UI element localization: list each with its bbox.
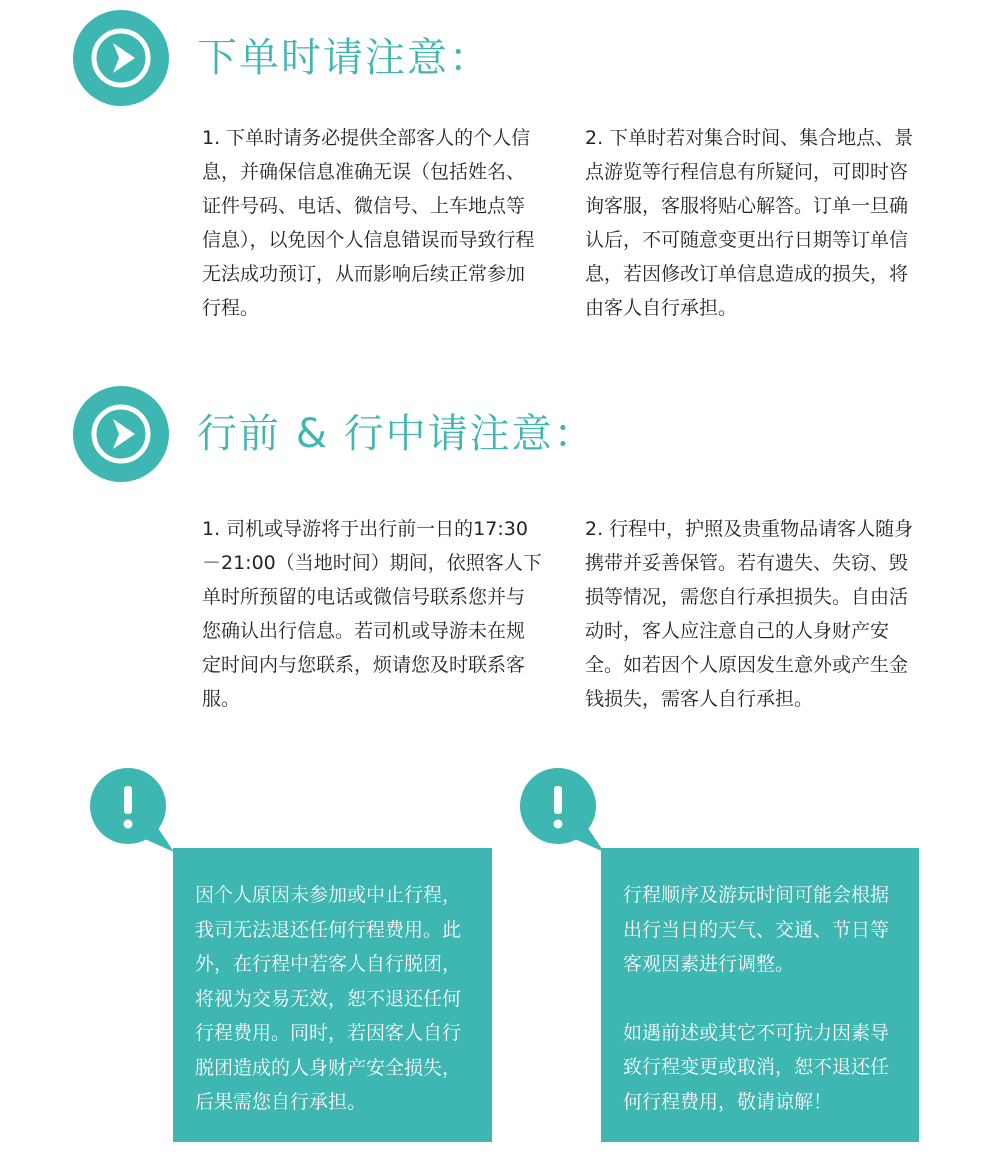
note-1-text: 因个人原因未参加或中止行程，我司无法退还任何行程费用。此外，在行程中若客人自行脱团，将视为交易无效，恕不退还任何行程费用。同时，若因客人自行脱团造成的人身财产安全损失，后果需您自行承担。 bbox=[195, 884, 462, 1113]
note-2-text-1: 行程顺序及游玩时间可能会根据出行当日的天气、交通、节日等客观因素进行调整。 bbox=[623, 884, 890, 975]
section-1-paragraph-1: 1. 下单时请务必提供全部客人的个人信息，并确保信息准确无误（包括姓名、证件号码、电话、微信号、上车地点等信息），以免因个人信息错误而导致行程无法成功预订，从而影响后续正常参加行程。 bbox=[202, 127, 535, 319]
play-circle-icon bbox=[73, 386, 169, 482]
note-card-1 bbox=[173, 848, 492, 1142]
section-1-title: 下单时请注意： bbox=[197, 35, 491, 81]
section-2-paragraph-1: 1. 司机或导游将于出行前一日的17:30－21:00（当地时间）期间，依照客人下单时所预留的电话或微信号联系您并与您确认出行信息。若司机或导游未在规定时间内与您联系，烦请您及时联系客服。 bbox=[202, 518, 542, 710]
note-2-text-2: 如遇前述或其它不可抗力因素导致行程变更或取消，恕不退还任何行程费用，敬请谅解！ bbox=[623, 1021, 890, 1113]
section-2-title: 行前 & 行中请注意： bbox=[197, 411, 596, 457]
section-2-paragraph-2: 2. 行程中，护照及贵重物品请客人随身携带并妥善保管。若有遗失、失窃、毁损等情况，需您自行承担损失。自由活动时，客人应注意自己的人身财产安全。如若因个人原因发生意外或产生金钱损失，需客人自行承担。 bbox=[585, 518, 914, 710]
note-card-2 bbox=[601, 848, 919, 1142]
section-1-paragraph-2: 2. 下单时若对集合时间、集合地点、景点游览等行程信息有所疑问，可即时咨询客服，客服将贴心解答。订单一旦确认后，不可随意变更出行日期等订单信息，若因修改订单信息造成的损失，将由客人自行承担。 bbox=[585, 127, 914, 319]
play-circle-icon bbox=[73, 10, 169, 106]
